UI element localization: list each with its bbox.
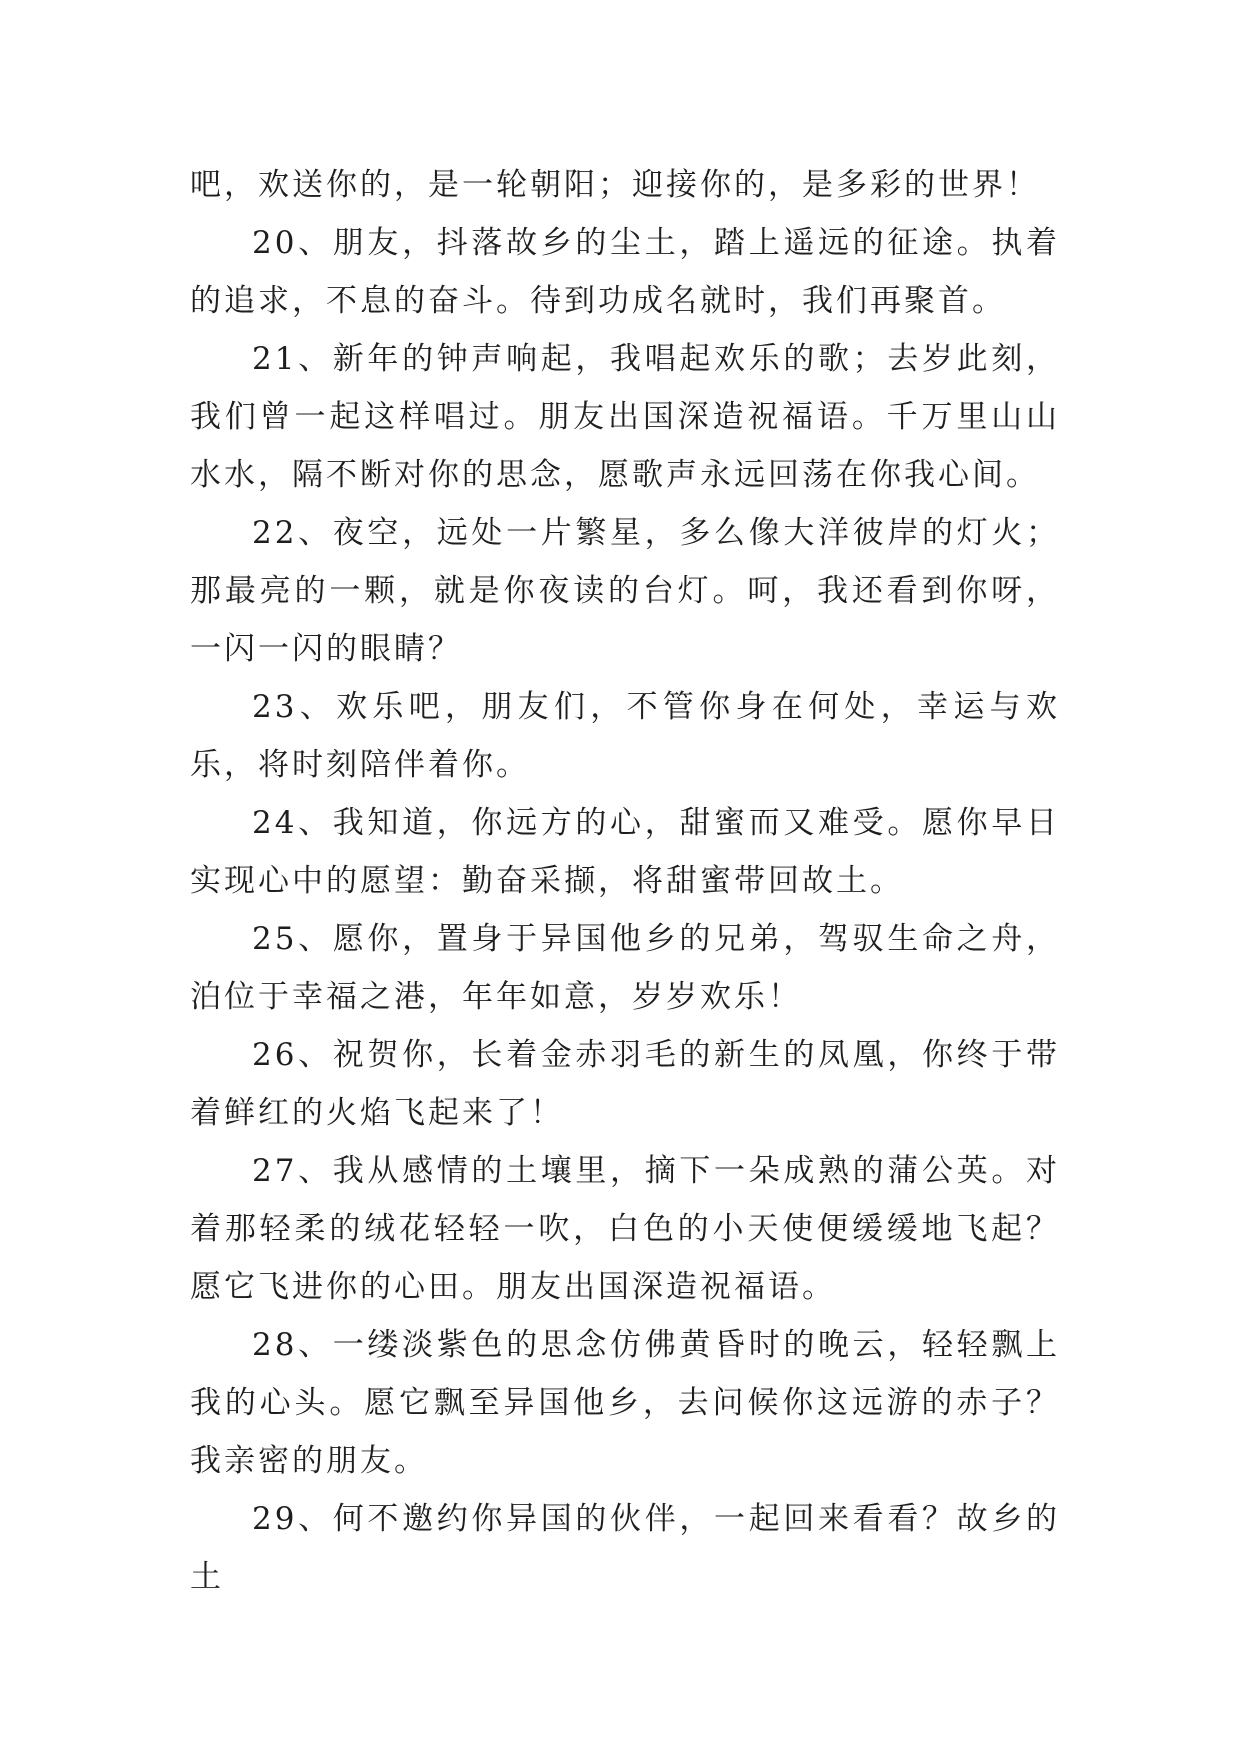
paragraph-28: 28、一缕淡紫色的思念仿佛黄昏时的晚云，轻轻飘上我的心头。愿它飘至异国他乡，去问候你这远游的赤子？我亲密的朋友。 <box>190 1327 1060 1479</box>
paragraph-26: 26、祝贺你，长着金赤羽毛的新生的凤凰，你终于带着鲜红的火焰飞起来了！ <box>190 1037 1060 1131</box>
paragraph-25: 25、愿你，置身于异国他乡的兄弟，驾驭生命之舟，泊位于幸福之港，年年如意，岁岁欢乐！ <box>190 921 1060 1015</box>
paragraph-continuation: 吧，欢送你的，是一轮朝阳；迎接你的，是多彩的世界！ <box>190 167 1040 203</box>
paragraph-24: 24、我知道，你远方的心，甜蜜而又难受。愿你早日实现心中的愿望：勤奋采撷，将甜蜜带回故土。 <box>190 805 1060 899</box>
paragraph-20: 20、朋友，抖落故乡的尘土，踏上遥远的征途。执着的追求，不息的奋斗。待到功成名就时，我们再聚首。 <box>190 225 1060 319</box>
document-body <box>190 156 1060 1606</box>
paragraph-21: 21、新年的钟声响起，我唱起欢乐的歌；去岁此刻，我们曾一起这样唱过。朋友出国深造祝福语。千万里山山水水，隔不断对你的思念，愿歌声永远回荡在你我心间。 <box>190 341 1060 493</box>
paragraph-27: 27、我从感情的土壤里，摘下一朵成熟的蒲公英。对着那轻柔的绒花轻轻一吹，白色的小天使便缓缓地飞起？愿它飞进你的心田。朋友出国深造祝福语。 <box>190 1153 1060 1305</box>
paragraph-23: 23、欢乐吧，朋友们，不管你身在何处，幸运与欢乐，将时刻陪伴着你。 <box>190 689 1060 783</box>
paragraph-29: 29、何不邀约你异国的伙伴，一起回来看看？故乡的土 <box>190 1501 1060 1595</box>
paragraph-22: 22、夜空，远处一片繁星，多么像大洋彼岸的灯火；那最亮的一颗，就是你夜读的台灯。呵，我还看到你呀，一闪一闪的眼睛？ <box>190 515 1060 667</box>
